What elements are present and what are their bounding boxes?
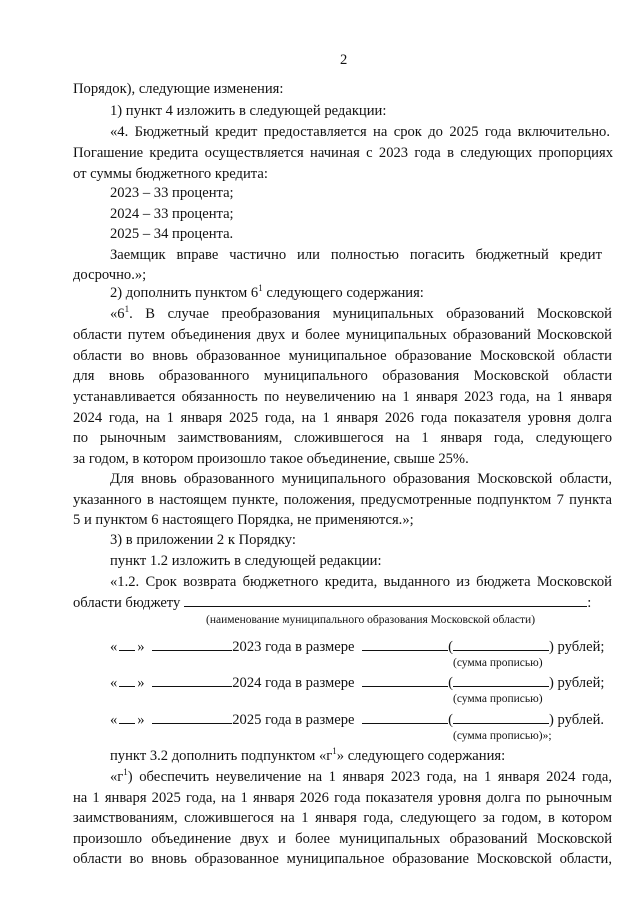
form-caption: (наименование муниципального образования Московской области) — [206, 614, 536, 626]
paragraph-line: указанного в настоящем пункте, положения, предусмотренные подпунктом 7 пункта — [73, 492, 612, 508]
paragraph-line: пункт 3.2 дополнить подпунктом «$г^1$» следующего содержания: — [110, 746, 506, 764]
paragraph-line: заимствованиям, сложившегося на 1 января года, следующего за годом, в котором — [73, 810, 612, 826]
paragraph-line: области во вновь образованное муниципальное образование Московской области, — [73, 851, 612, 867]
paragraph-line: Заемщик вправе частично или полностью погасить бюджетный кредит — [110, 247, 602, 263]
paragraph-line: от суммы бюджетного кредита: — [73, 166, 268, 182]
paragraph-line: на 1 января 2025 года, на 1 января 2026 года показателя уровня долга по рыночным — [73, 790, 612, 806]
form-caption: (сумма прописью) — [453, 657, 543, 669]
list-item-heading: 1) пункт 4 изложить в следующей редакции: — [110, 103, 387, 119]
repayment-row-2024: « » 2024 года в размере ( ) рублей; — [110, 675, 605, 691]
paragraph-line: области путем объединения двух и более муниципальных образований Московской — [73, 327, 612, 343]
paragraph-line: «$6^1$. В случае преобразования муниципальных образований Московской — [110, 304, 612, 322]
list-item: 2023 – 33 процента; — [110, 185, 234, 201]
form-caption: (сумма прописью)»; — [453, 730, 552, 742]
list-item-heading: 3) в приложении 2 к Порядку: — [110, 532, 296, 548]
paragraph-line: произошло объединение двух и более муниципальных образований Московской — [73, 831, 612, 847]
form-caption: (сумма прописью) — [453, 693, 543, 705]
list-item: 2025 – 34 процента. — [110, 226, 234, 242]
paragraph-line: по рыночным заимствованиям, сложившегося на 1 января года, следующего — [73, 430, 612, 446]
paragraph-line: области бюджету : — [73, 595, 592, 611]
paragraph-line: пункт 1.2 изложить в следующей редакции: — [110, 553, 382, 569]
paragraph-line: 2024 года, на 1 января 2025 года, на 1 января 2026 года показателя уровня долга — [73, 410, 612, 426]
paragraph-line: «$г^1$) обеспечить неувеличение на 1 января 2023 года, на 1 января 2024 года, — [110, 767, 612, 785]
paragraph-line: Порядок), следующие изменения: — [73, 81, 284, 97]
repayment-row-2025: « » 2025 года в размере ( ) рублей. — [110, 712, 605, 728]
paragraph-line: за годом, в котором произошло такое объединение, свыше 25%. — [73, 451, 469, 467]
paragraph-line: 5 и пунктом 6 настоящего Порядка, не применяются.»; — [73, 512, 414, 528]
paragraph-line: «1.2. Срок возврата бюджетного кредита, выданного из бюджета Московской — [110, 574, 612, 590]
repayment-row-2023: « » 2023 года в размере ( ) рублей; — [110, 639, 605, 655]
paragraph-line: Для вновь образованного муниципального образования Московской области, — [110, 471, 612, 487]
paragraph-line: устанавливается обязанность по неувеличению на 1 января 2023 года, на 1 января — [73, 389, 612, 405]
paragraph-line: для вновь образованного муниципального образования Московской области — [73, 368, 612, 384]
paragraph-line: досрочно.»; — [73, 267, 147, 283]
paragraph-line: «4. Бюджетный кредит предоставляется на срок до 2025 года включительно. — [110, 124, 610, 140]
page-number: 2 — [340, 52, 348, 68]
blank-line — [184, 593, 587, 607]
paragraph-line: Погашение кредита осуществляется начиная с 2023 года в следующих пропорциях — [73, 145, 613, 161]
paragraph-line: области во вновь образованное муниципальное образование Московской области — [73, 348, 612, 364]
list-item: 2024 – 33 процента; — [110, 206, 234, 222]
list-item-heading: 2) дополнить пунктом $6^1$ следующего содержания: — [110, 283, 424, 301]
